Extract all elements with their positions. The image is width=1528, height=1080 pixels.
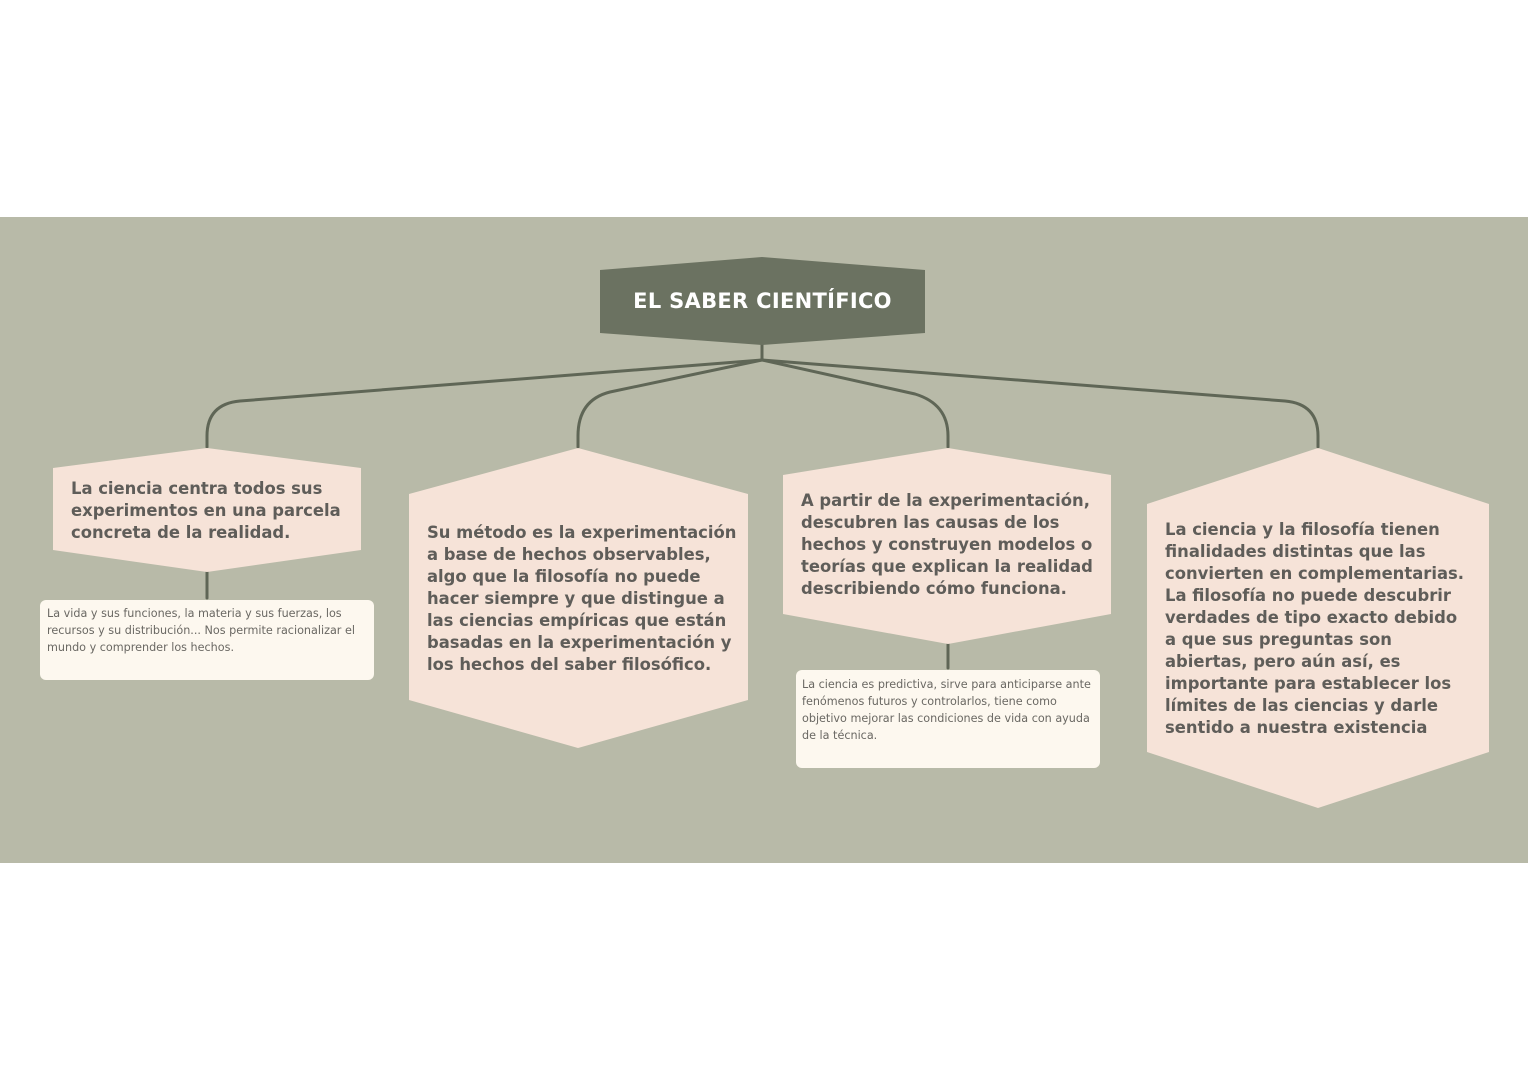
note-3-text: La ciencia es predictiva, sirve para anticiparse ante fenómenos futuros y controlarlos, tiene como objetivo mejorar las condiciones de vida con ayuda de la técnica. <box>802 678 1091 742</box>
connector-node-4 <box>762 360 1318 447</box>
node-1-text: La ciencia centra todos sus experimentos en una parcela concreta de la realidad. <box>71 479 341 542</box>
node-4-text: La ciencia y la filosofía tienen finalidades distintas que las convierten en complementarias. La filosofía no puede descubrir verdades de tipo exacto debido a que sus preguntas son abiertas, pero aún así, es importante para establecer los límites de las ciencias y darle sentido a nuestra existencia <box>1165 520 1464 737</box>
node-2-text: Su método es la experimentación a base de hechos observables, algo que la filosofía no puede hacer siempre y que distingue a las ciencias empíricas que están basadas en la experimentación y los hechos del saber filosófico. <box>427 523 737 674</box>
note-1-text: La vida y sus funciones, la materia y sus fuerzas, los recursos y su distribución... Nos permite racionalizar el mundo y comprender los hechos. <box>47 607 355 654</box>
node-3-text: A partir de la experimentación, descubren las causas de los hechos y construyen modelos o teorías que explican la realidad describiendo cómo funciona. <box>801 491 1093 598</box>
connector-node-1 <box>207 360 762 447</box>
diagram-title: EL SABER CIENTÍFICO <box>633 289 892 313</box>
